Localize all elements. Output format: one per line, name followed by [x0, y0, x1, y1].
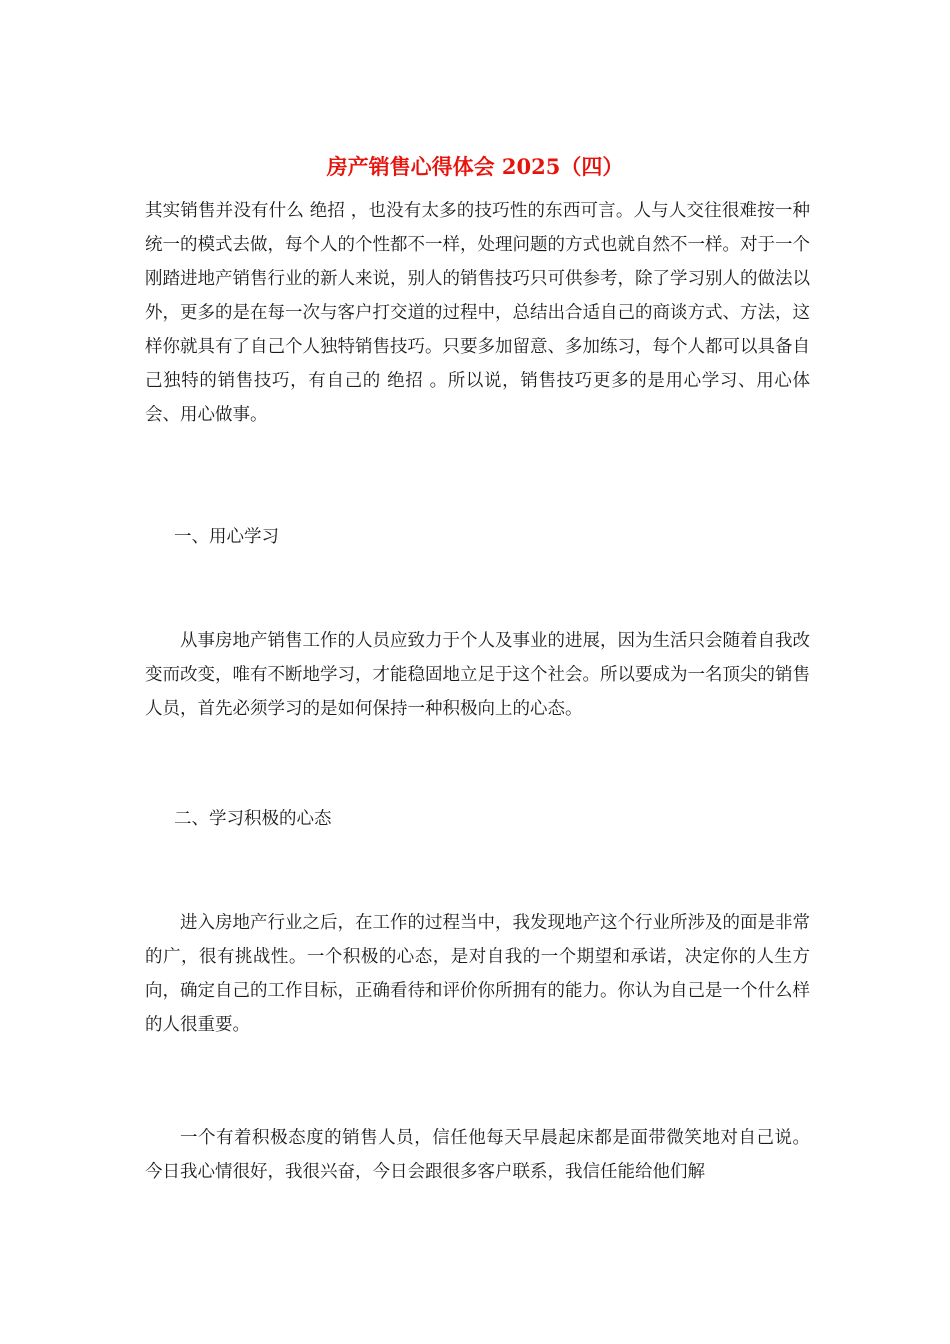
- section-heading-1: 一、用心学习: [174, 527, 279, 547]
- section-2-paragraph-2: 一个有着积极态度的销售人员，信任他每天早晨起床都是面带微笑地对自己说。 今日我心情很好，我很兴奋，今日会跟很多客户联系，我信任能给他们解: [145, 1128, 810, 1182]
- section-1-paragraph: 从事房地产销售工作的人员应致力于个人及事业的进展，因为生活只会随着自我改变而改变，唯有不断地学习，才能稳固地立足于这个社会。所以要成为一名顶尖的销售人员，首先必须学习的是如何保持一种积极向上的心态。: [145, 631, 810, 719]
- section-heading-2: 二、学习积极的心态: [174, 809, 332, 829]
- intro-paragraph: 其实销售并没有什么 绝招 ，也没有太多的技巧性的东西可言。人与人交往很难按一种统一的模式去做，每个人的个性都不一样，处理问题的方式也就自然不一样。对于一个刚踏进地产销售行业的新人来说，别人的销售技巧只可供参考，除了学习别人的做法以外，更多的是在每一次与客户打交道的过程中，总结出合适自己的商谈方式、方法，这样你就具有了自己个人独特销售技巧。只要多加留意、多加练习，每个人都可以具备自己独特的销售技巧，有自己的 绝招 。所以说，销售技巧更多的是用心学习、用心体会、用心做事。: [145, 201, 810, 425]
- document-title: 房产销售心得体会 2025（四）: [326, 154, 624, 179]
- section-2-paragraph-1: 进入房地产行业之后，在工作的过程当中，我发现地产这个行业所涉及的面是非常的广，很有挑战性。一个积极的心态，是对自我的一个期望和承诺，决定你的人生方向，确定自己的工作目标，正确看待和评价你所拥有的能力。你认为自己是一个什么样的人很重要。: [145, 913, 810, 1035]
